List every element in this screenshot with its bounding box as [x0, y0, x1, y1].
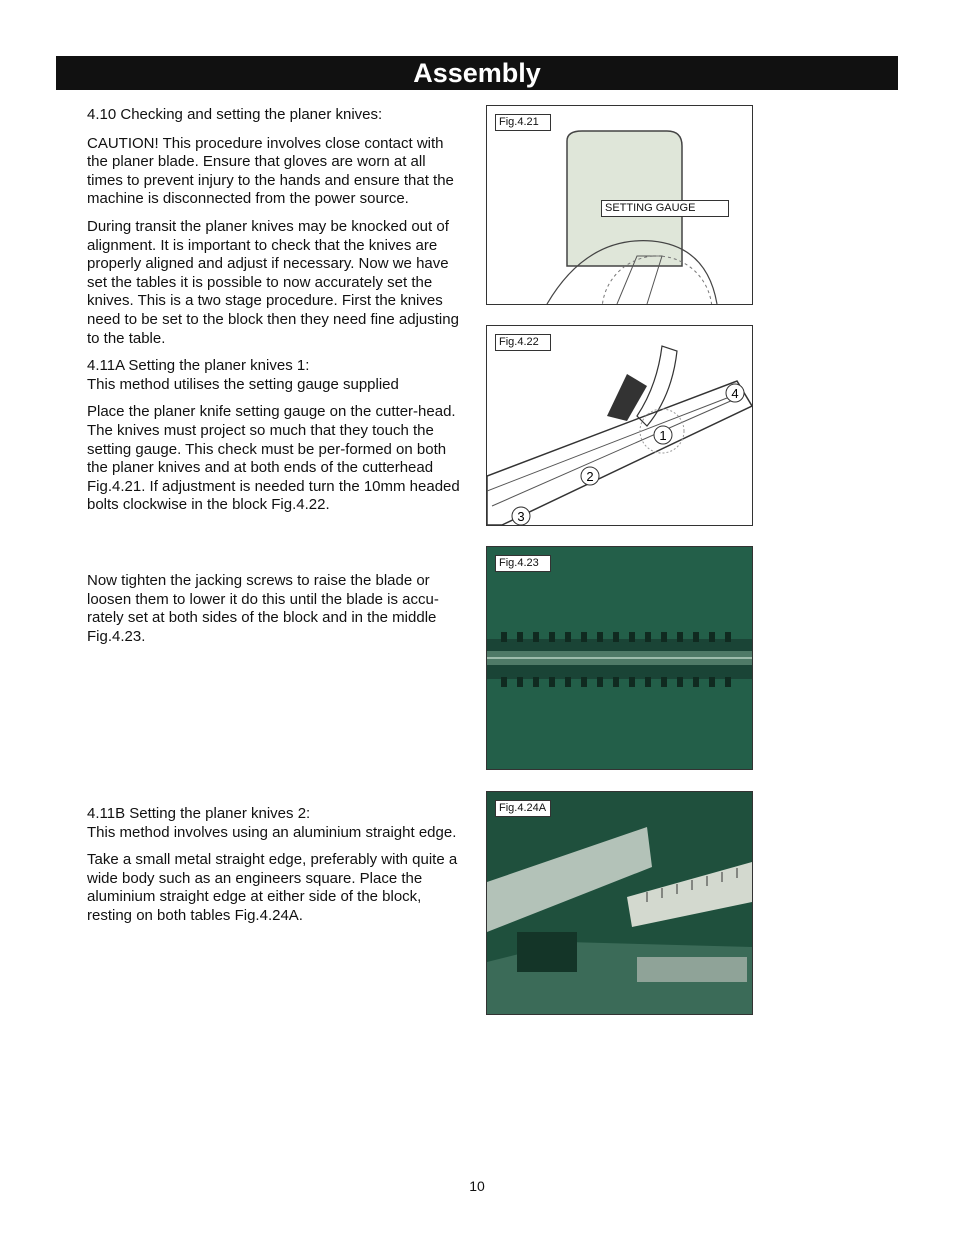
figure-4-22	[486, 325, 753, 526]
figure-4-23	[486, 546, 753, 770]
callout-3-number: 3	[517, 509, 525, 524]
caution-paragraph: CAUTION! This procedure involves close contact with the planer blade. Ensure that gloves are worn at all times to prevent injury to the hands and ensure that the machine is disconnected from the power source.	[87, 134, 454, 208]
figure-4-24a	[486, 791, 753, 1015]
main-text-column	[87, 106, 465, 524]
section-411a-block	[87, 357, 465, 394]
section-411b-intro	[87, 805, 465, 842]
section-411a-heading: 4.11A Setting the planer knives 1:	[87, 357, 310, 375]
section-411b-block	[87, 805, 465, 926]
fig-4-22-label: Fig.4.22	[495, 334, 551, 351]
straight-edge-paragraph: Take a small metal straight edge, preferably with quite a wide body such as an engineers square. Place the aluminium straight edge at either side of the block, resting on both tables Fig.4.24A.	[87, 851, 458, 924]
section-411a-method: This method utilises the setting gauge supplied	[87, 375, 399, 393]
figure-4-21	[486, 105, 753, 305]
cutterhead-photo	[487, 547, 752, 769]
straight-edge-photo	[487, 792, 752, 1014]
fig-4-21-label: Fig.4.21	[495, 114, 551, 131]
callout-4-number: 4	[731, 386, 739, 401]
section-411b-method: This method involves using an aluminium straight edge.	[87, 823, 457, 841]
section-410-heading: 4.10 Checking and setting the planer knives:	[87, 106, 383, 123]
transit-paragraph: During transit the planer knives may be knocked out of alignment. It is important to check that the knives are properly aligned and adjust if necessary. Now we have set the tables it is possible to now accurately set the knives. This is a two stage procedure. First the knives need to be set to the block then they need fine adjusting to the table.	[87, 217, 459, 347]
place-gauge-paragraph: Place the planer knife setting gauge on the cutter-head. The knives must project so much that they touch the setting gauge. This check must be per-formed on both the planer knives and at both ends of the cutterhead Fig.4.21. If adjustment is needed turn the 10mm headed bolts clockwise in the block Fig.4.22.	[87, 403, 460, 514]
section-411b-heading: 4.11B Setting the planer knives 2:	[87, 805, 311, 822]
fig-4-24a-label: Fig.4.24A	[495, 800, 551, 817]
cutterhead-bolt-illustration	[487, 326, 752, 525]
callout-2-number: 2	[586, 469, 594, 484]
callout-1-number: 1	[659, 428, 667, 443]
page-number: 10	[469, 1178, 485, 1194]
tighten-paragraph: Now tighten the jacking screws to raise the blade or loosen them to lower it do this until the blade is accu-rately set at both sides of the block and in the middle Fig.4.23.	[87, 572, 439, 645]
section-header: Assembly	[56, 56, 898, 90]
setting-gauge-callout: SETTING GAUGE	[601, 200, 729, 217]
fig-4-23-label: Fig.4.23	[495, 555, 551, 572]
